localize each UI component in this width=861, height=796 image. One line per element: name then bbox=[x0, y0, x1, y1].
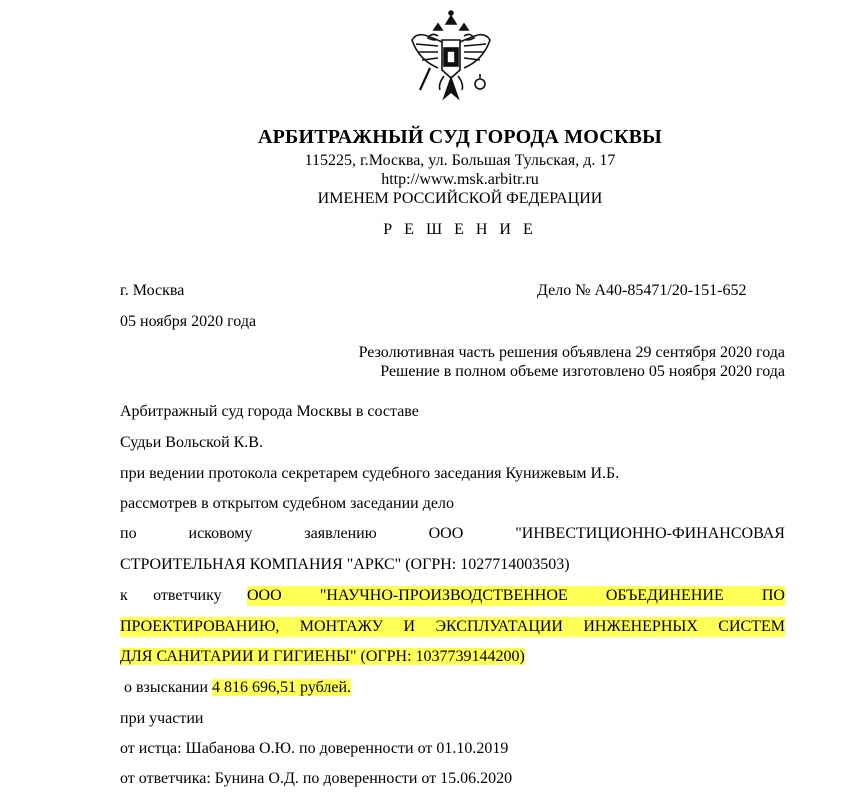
claim-word: ООО bbox=[428, 525, 464, 542]
defendant-prefix-word: ответчику bbox=[153, 587, 222, 604]
claim-word: заявлению bbox=[304, 525, 377, 542]
secretary: при ведении протокола секретарем судебного заседания Кунижевым И.Б. bbox=[120, 465, 620, 482]
claim-line-2: СТРОИТЕЛЬНАЯ КОМПАНИЯ "АРКС" (ОГРН: 1027714003503) bbox=[120, 556, 570, 573]
defendant-line-2 bbox=[120, 617, 785, 637]
defendant-word: СИСТЕМ bbox=[718, 618, 785, 635]
recovery-amount: 4 816 696,51 рублей. bbox=[212, 679, 352, 696]
defendant-prefix-word: к bbox=[120, 587, 128, 604]
defendant-word: МОНТАЖУ bbox=[299, 618, 384, 635]
recovery-prefix: о взыскании bbox=[120, 679, 213, 696]
defendant-word: ПРОЕКТИРОВАНИЮ, bbox=[120, 618, 280, 635]
recovery-line bbox=[120, 678, 351, 698]
claim-line-1 bbox=[120, 524, 785, 544]
defendant-line-1 bbox=[120, 586, 785, 606]
defendant-word: И bbox=[403, 618, 416, 635]
defendant-word: "НАУЧНО-ПРОИЗВОДСТВЕННОЕ bbox=[319, 587, 568, 604]
plaintiff-representative: от истца: Шабанова О.Ю. по доверенности от 01.10.2019 bbox=[120, 740, 509, 757]
defendant-word: ПО bbox=[761, 587, 785, 604]
in-name-of-heading: ИМЕНЕМ РОССИЙСКОЙ ФЕДЕРАЦИИ bbox=[317, 190, 603, 207]
full-decision-date: Решение в полном объеме изготовлено 05 ноября 2020 года bbox=[380, 363, 785, 380]
city: г. Москва bbox=[120, 282, 185, 299]
defendant-word: ООО bbox=[247, 587, 282, 604]
court-name: АРБИТРАЖНЫЙ СУД ГОРОДА МОСКВЫ bbox=[257, 126, 663, 148]
defendant-word: ОБЪЕДИНЕНИЕ bbox=[605, 587, 724, 604]
claim-word: по bbox=[120, 525, 137, 542]
defendant-word: ИНЖЕНЕРНЫХ bbox=[583, 618, 698, 635]
court-website: http://www.msk.arbitr.ru bbox=[381, 171, 539, 188]
defendant-name-highlight bbox=[247, 586, 785, 606]
defendant-ogrn: ДЛЯ САНИТАРИИ И ГИГИЕНЫ" (ОГРН: 1037739144200) bbox=[120, 648, 525, 665]
decision-date: 05 ноября 2020 года bbox=[120, 313, 257, 330]
claim-word: "ИНВЕСТИЦИОННО-ФИНАНСОВАЯ bbox=[515, 525, 785, 542]
claim-word: исковому bbox=[188, 525, 253, 542]
court-address: 115225, г.Москва, ул. Большая Тульская, д. 17 bbox=[304, 152, 616, 169]
court-composition: Арбитражный суд города Москвы в составе bbox=[120, 403, 419, 420]
judge: Судьи Вольской К.В. bbox=[120, 434, 263, 451]
considered-line: рассмотрев в открытом судебном заседании дело bbox=[120, 495, 454, 512]
defendant-representative: от ответчика: Бунина О.Д. по доверенности от 15.06.2020 bbox=[120, 770, 513, 787]
participation: при участии bbox=[120, 710, 204, 727]
operative-part-date: Резолютивная часть решения объявлена 29 сентября 2020 года bbox=[358, 344, 785, 361]
defendant-line-3 bbox=[120, 647, 525, 667]
case-number: Дело № А40-85471/20-151-652 bbox=[537, 282, 747, 299]
russian-coat-of-arms-icon bbox=[408, 6, 494, 110]
defendant-word: ЭКСПЛУАТАЦИИ bbox=[435, 618, 563, 635]
document-type-heading: Р Е Ш Е Н И Е bbox=[383, 221, 537, 238]
